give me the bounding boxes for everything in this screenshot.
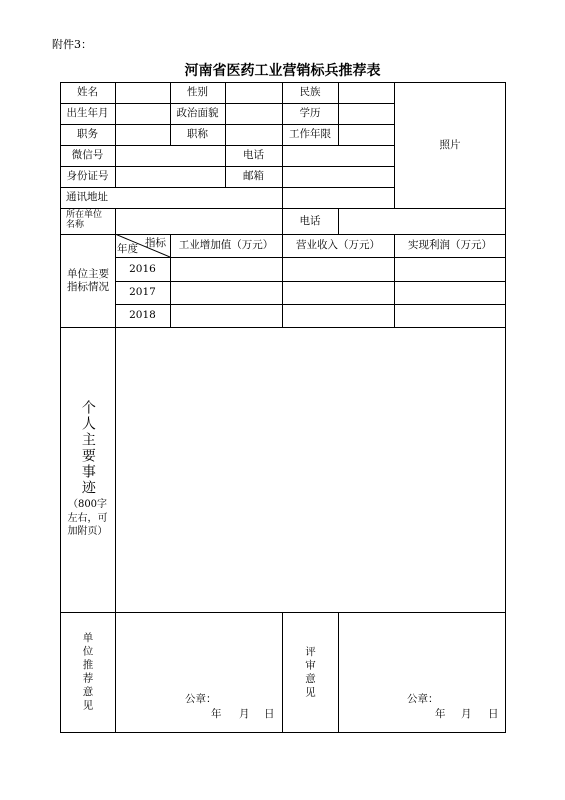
label-phone: 电话	[243, 149, 264, 162]
value-cell[interactable]	[170, 304, 282, 327]
year-2017: 2017	[129, 286, 156, 299]
deeds-field[interactable]	[115, 327, 506, 612]
education-field[interactable]	[338, 103, 394, 124]
review-seal-label: 公章：	[407, 693, 439, 705]
review-date-year: 年	[435, 708, 446, 720]
diagonal-header-cell	[115, 234, 170, 257]
unit-phone-field[interactable]	[338, 208, 506, 234]
label-wechat: 微信号	[71, 149, 104, 162]
label-title-rank: 职称	[187, 128, 208, 141]
review-date-day: 日	[488, 708, 499, 720]
political-field[interactable]	[225, 103, 282, 124]
label-ethnicity: 民族	[299, 86, 321, 99]
year-2018: 2018	[129, 309, 156, 322]
id-number-field[interactable]	[115, 166, 225, 187]
review-date-month: 月	[461, 708, 472, 720]
ethnicity-field[interactable]	[338, 82, 394, 103]
unit-date-month: 月	[239, 708, 250, 720]
value-cell[interactable]	[394, 304, 506, 327]
form-title: 河南省医药工业营销标兵推荐表	[184, 63, 381, 79]
value-cell[interactable]	[394, 257, 506, 281]
birth-field[interactable]	[115, 103, 170, 124]
deeds-label: 个人主要事迹	[79, 400, 96, 497]
wechat-field[interactable]	[115, 145, 225, 166]
label-address: 通讯地址	[66, 191, 108, 204]
phone-field[interactable]	[282, 145, 394, 166]
label-political: 政治面貌	[176, 107, 219, 120]
unit-date-day: 日	[264, 708, 275, 720]
label-indicators: 单位主要指标情况	[67, 268, 109, 293]
title-rank-field[interactable]	[225, 124, 282, 145]
unit-opinion-label-cell	[60, 612, 115, 733]
deeds-note: （800字左右，可加附页）	[67, 499, 108, 538]
value-cell[interactable]	[394, 281, 506, 304]
value-cell[interactable]	[282, 257, 394, 281]
gender-field[interactable]	[225, 82, 282, 103]
label-unit-name: 所在单位 名称	[66, 210, 103, 230]
label-gender: 性别	[187, 86, 208, 99]
col-revenue: 营业收入（万元）	[296, 239, 380, 252]
label-education: 学历	[299, 107, 321, 120]
label-name: 姓名	[77, 86, 98, 99]
attachment-label: 附件3：	[52, 38, 92, 51]
unit-opinion-field[interactable]	[115, 612, 282, 733]
email-field[interactable]	[282, 166, 394, 187]
value-cell[interactable]	[282, 281, 394, 304]
label-birth: 出生年月	[66, 107, 109, 120]
recommendation-form	[60, 82, 506, 733]
value-cell[interactable]	[282, 304, 394, 327]
work-years-field[interactable]	[338, 124, 394, 145]
position-field[interactable]	[115, 124, 170, 145]
year-2016: 2016	[129, 262, 156, 275]
unit-name-field[interactable]	[115, 208, 282, 234]
review-opinion-label: 评审意见	[304, 645, 317, 700]
review-opinion-label-cell	[282, 612, 338, 733]
photo-box[interactable]: 照片	[439, 138, 461, 151]
label-work-years: 工作年限	[289, 128, 331, 141]
name-field[interactable]	[115, 82, 170, 103]
unit-opinion-label: 单位推荐意见	[81, 632, 94, 713]
diag-year-label: 年度	[117, 243, 138, 255]
col-profit: 实现利润（万元）	[408, 239, 492, 252]
review-opinion-field[interactable]	[338, 612, 506, 733]
deeds-label-cell	[60, 327, 115, 612]
label-email: 邮箱	[243, 170, 264, 183]
diag-indicator-label: 指标	[145, 237, 166, 249]
col-industrial-value: 工业增加值（万元）	[178, 239, 274, 252]
unit-date-year: 年	[211, 708, 222, 720]
label-id-number: 身份证号	[66, 170, 109, 183]
address-field[interactable]	[130, 187, 394, 208]
label-position: 职务	[77, 128, 98, 141]
unit-seal-label: 公章：	[185, 693, 217, 705]
value-cell[interactable]	[170, 257, 282, 281]
label-unit-phone: 电话	[299, 214, 321, 227]
value-cell[interactable]	[170, 281, 282, 304]
